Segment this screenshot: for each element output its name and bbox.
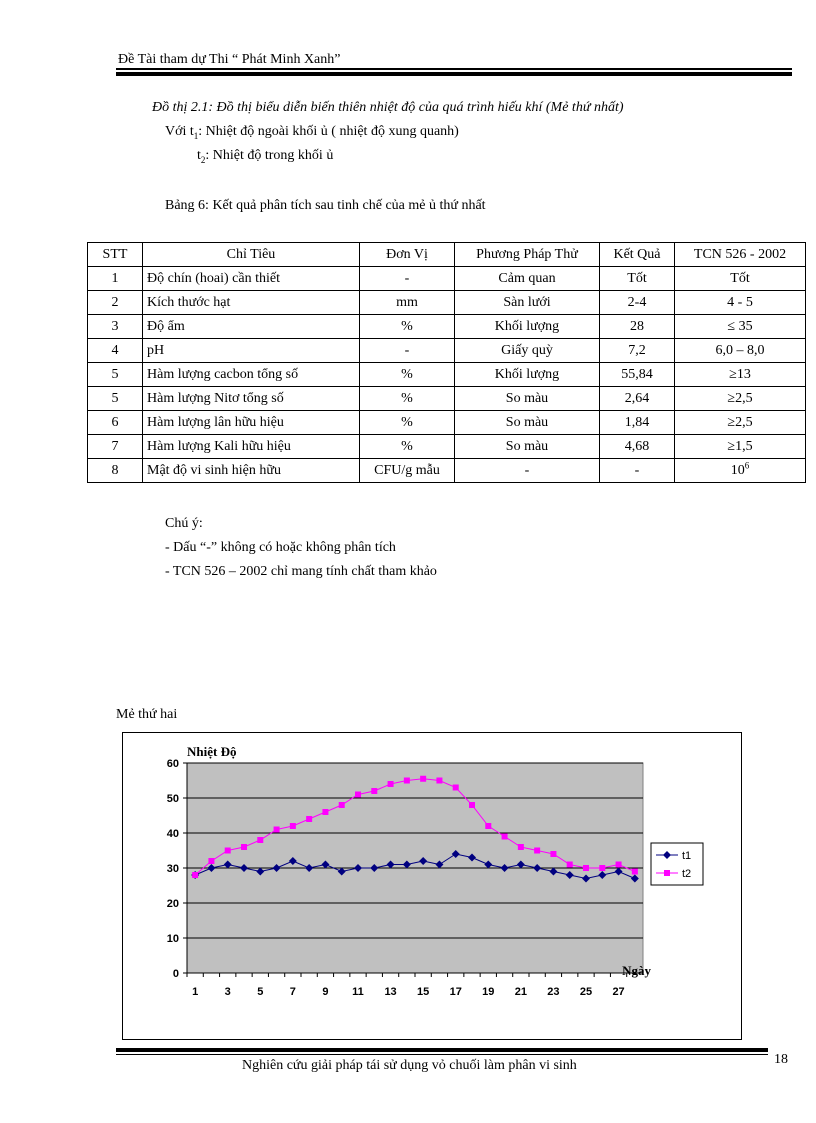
table-cell: 1,84 <box>600 411 675 435</box>
table-cell: 4 <box>88 339 143 363</box>
footer-rule <box>116 1054 768 1055</box>
point-t2 <box>404 778 410 784</box>
table-cell: Tốt <box>675 267 806 291</box>
x-tick-label: 3 <box>224 986 231 998</box>
x-tick-label: 11 <box>352 986 364 998</box>
t2-text: : Nhiệt độ trong khối ủ <box>205 148 334 163</box>
table-cell: 28 <box>600 315 675 339</box>
table-cell: 7 <box>88 435 143 459</box>
table-cell: ≥2,5 <box>675 387 806 411</box>
header-title: Đề Tài tham dự Thi “ Phát Minh Xanh” <box>118 52 341 67</box>
chart-frame <box>122 732 742 1040</box>
table-cell: Độ chín (hoai) cần thiết <box>143 267 360 291</box>
x-tick-label: 1 <box>192 986 199 998</box>
legend-box <box>651 843 703 885</box>
table-row <box>88 339 806 363</box>
point-t2 <box>371 788 377 794</box>
table-cell: 4 - 5 <box>675 291 806 315</box>
table-cell: Hàm lượng Nitơ tổng số <box>143 387 360 411</box>
table-row <box>88 411 806 435</box>
point-t2 <box>420 776 426 782</box>
table-row <box>88 267 806 291</box>
header-cell: Phương Pháp Thử <box>455 243 600 267</box>
table-cell: 2,64 <box>600 387 675 411</box>
point-t2 <box>550 851 556 857</box>
table-title: Bảng 6: Kết quả phân tích sau tinh chế của mẻ ủ thứ nhất <box>165 198 486 213</box>
point-t2 <box>502 834 508 840</box>
table-cell: 4,68 <box>600 435 675 459</box>
table-cell: - <box>600 459 675 483</box>
point-t2 <box>290 823 296 829</box>
table-cell: Mật độ vi sinh hiện hữu <box>143 459 360 483</box>
table-cell: Hàm lượng lân hữu hiệu <box>143 411 360 435</box>
legend-label-t1: t1 <box>682 850 692 862</box>
table-cell: So màu <box>455 411 600 435</box>
table-cell: - <box>455 459 600 483</box>
table-cell: Giấy quỳ <box>455 339 600 363</box>
table-cell: % <box>360 435 455 459</box>
point-t2 <box>274 827 280 833</box>
t2-subscript: 2 <box>200 154 206 165</box>
point-t2 <box>453 785 459 791</box>
t1-subscript: 1 <box>193 130 199 141</box>
page-number: 18 <box>774 1052 788 1067</box>
table-cell: % <box>360 363 455 387</box>
header-cell: TCN 526 - 2002 <box>675 243 806 267</box>
table-cell: % <box>360 315 455 339</box>
y-tick-label: 0 <box>172 968 179 980</box>
table-cell: Cảm quan <box>455 267 600 291</box>
header-rule-thick <box>116 72 792 76</box>
y-tick-label: 10 <box>166 933 179 945</box>
point-t2 <box>599 865 605 871</box>
point-t2 <box>192 872 198 878</box>
cell-base: 10 <box>730 463 745 478</box>
chart-title: Nhiệt Độ <box>187 744 237 759</box>
table-cell: Sàn lưới <box>455 291 600 315</box>
table-cell: So màu <box>455 435 600 459</box>
figure-caption: Đồ thị 2.1: Đồ thị biểu diễn biến thiên nhiệt độ của quá trình hiếu khí (Mẻ thứ nhất) <box>152 100 624 115</box>
y-tick-label: 20 <box>166 898 179 910</box>
notes-title: Chú ý: <box>165 516 203 531</box>
x-axis-label: Ngày <box>622 963 651 978</box>
chart-label: Mẻ thứ hai <box>116 707 178 722</box>
footer-rule-thick <box>116 1048 768 1052</box>
x-tick-label: 13 <box>384 986 397 998</box>
point-t2 <box>322 809 328 815</box>
table-cell: ≥13 <box>675 363 806 387</box>
table-cell: Độ ẩm <box>143 315 360 339</box>
point-t2 <box>388 781 394 787</box>
legend-label-t2: t2 <box>682 868 692 880</box>
table-cell: % <box>360 411 455 435</box>
table-cell: 6,0 – 8,0 <box>675 339 806 363</box>
point-t2 <box>355 792 361 798</box>
table-cell: mm <box>360 291 455 315</box>
x-tick-label: 15 <box>417 986 430 998</box>
table-cell: 2-4 <box>600 291 675 315</box>
table-cell: 5 <box>88 387 143 411</box>
point-t2 <box>485 823 491 829</box>
point-t2 <box>225 848 231 854</box>
point-t2 <box>534 848 540 854</box>
table-cell: 1 <box>88 267 143 291</box>
point-t2 <box>469 802 475 808</box>
table-cell: Tốt <box>600 267 675 291</box>
table-cell: Khối lượng <box>455 315 600 339</box>
table-row <box>88 387 806 411</box>
table-cell: 7,2 <box>600 339 675 363</box>
point-t2 <box>518 844 524 850</box>
x-tick-label: 27 <box>612 986 625 998</box>
table-row <box>88 291 806 315</box>
y-tick-label: 50 <box>166 793 179 805</box>
x-tick-label: 21 <box>514 986 527 998</box>
y-tick-label: 60 <box>166 758 179 770</box>
legend-note-t2 <box>197 148 333 164</box>
point-t2 <box>632 869 638 875</box>
table-cell: ≤ 35 <box>675 315 806 339</box>
x-tick-label: 5 <box>257 986 264 998</box>
table-row <box>88 363 806 387</box>
table-cell: - <box>360 339 455 363</box>
note-item: - TCN 526 – 2002 chỉ mang tính chất tham khảo <box>165 564 437 579</box>
table-header-row <box>88 243 806 267</box>
point-t2 <box>567 862 573 868</box>
table-cell: ≥2,5 <box>675 411 806 435</box>
header-cell: STT <box>88 243 143 267</box>
table-row <box>88 315 806 339</box>
x-tick-label: 25 <box>579 986 593 998</box>
point-t2 <box>257 837 263 843</box>
header-cell: Đơn Vị <box>360 243 455 267</box>
table-row <box>88 435 806 459</box>
table-cell: Hàm lượng Kali hữu hiệu <box>143 435 360 459</box>
table-cell: CFU/g mẫu <box>360 459 455 483</box>
header-cell: Chỉ Tiêu <box>143 243 360 267</box>
point-t2 <box>208 858 214 864</box>
x-tick-label: 9 <box>322 986 329 998</box>
x-tick-label: 17 <box>449 986 462 998</box>
cell-exponent: 6 <box>744 460 750 471</box>
table-cell: % <box>360 387 455 411</box>
footer-text: Nghiên cứu giải pháp tái sử dụng vỏ chuối làm phân vi sinh <box>242 1058 577 1073</box>
note-item: - Dấu “-” không có hoặc không phân tích <box>165 540 396 555</box>
point-t2 <box>583 865 589 871</box>
legend-note-t1 <box>165 124 459 140</box>
table-cell: 3 <box>88 315 143 339</box>
table-row <box>88 459 806 483</box>
x-tick-label: 23 <box>547 986 560 998</box>
table-cell: So màu <box>455 387 600 411</box>
table-cell: 5 <box>88 363 143 387</box>
point-t2 <box>306 816 312 822</box>
table-cell: Khối lượng <box>455 363 600 387</box>
y-tick-label: 30 <box>166 863 179 875</box>
x-tick-label: 7 <box>289 986 296 998</box>
legend-marker-t2 <box>664 870 670 876</box>
point-t2 <box>339 802 345 808</box>
y-tick-label: 40 <box>166 828 179 840</box>
header-cell: Kết Quả <box>600 243 675 267</box>
table-cell: 55,84 <box>600 363 675 387</box>
table-cell: ≥1,5 <box>675 435 806 459</box>
results-table <box>87 242 806 483</box>
table-cell: 8 <box>88 459 143 483</box>
t2-prefix: t <box>197 148 201 163</box>
temperature-chart <box>123 733 741 1039</box>
table-cell: pH <box>143 339 360 363</box>
point-t2 <box>436 778 442 784</box>
table-cell: Hàm lượng cacbon tổng số <box>143 363 360 387</box>
header-rule <box>116 68 792 70</box>
t1-text: : Nhiệt độ ngoài khối ủ ( nhiệt độ xung quanh) <box>198 124 459 139</box>
point-t2 <box>616 862 622 868</box>
table-cell: 2 <box>88 291 143 315</box>
t1-prefix: Với t <box>165 124 194 139</box>
point-t2 <box>241 844 247 850</box>
x-tick-label: 19 <box>482 986 495 998</box>
table-cell: - <box>360 267 455 291</box>
table-cell: Kích thước hạt <box>143 291 360 315</box>
table-cell: 6 <box>88 411 143 435</box>
table-cell <box>675 459 806 483</box>
